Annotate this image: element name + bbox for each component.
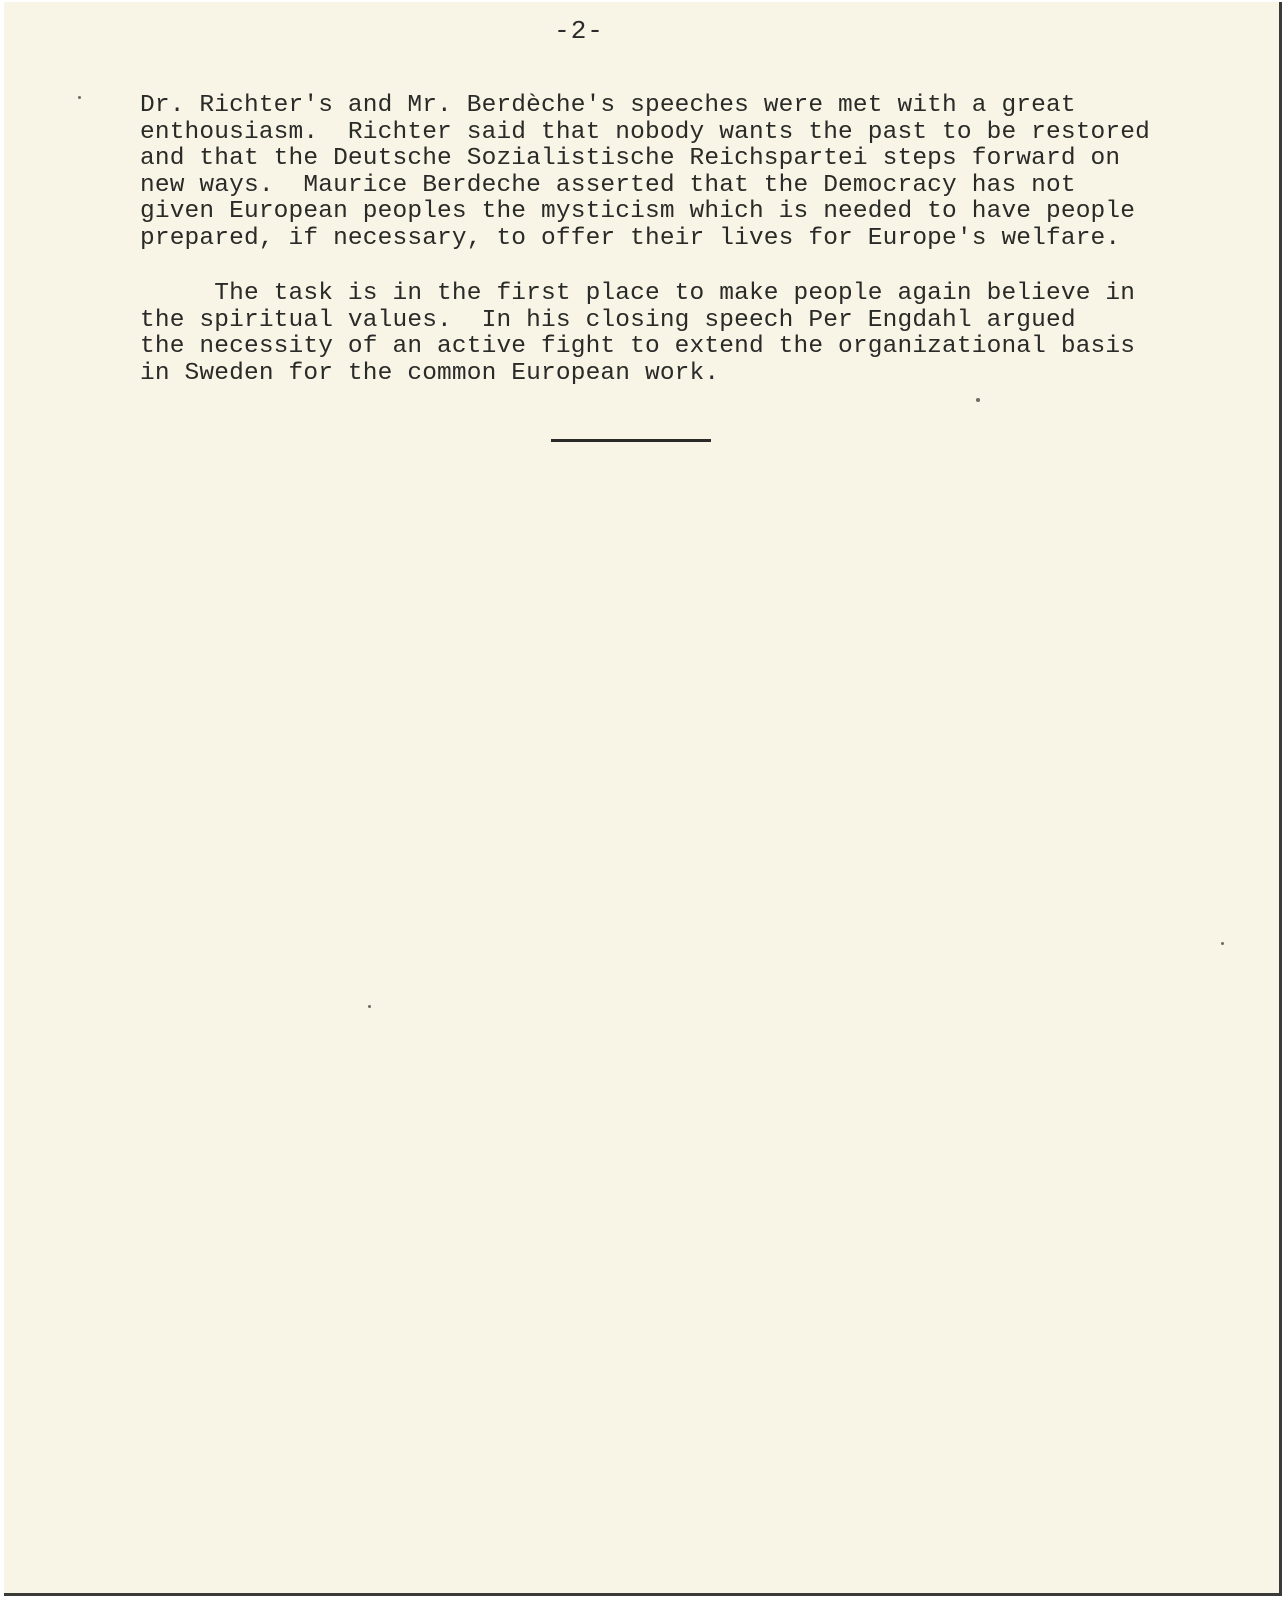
paper-speck	[976, 398, 980, 402]
paragraph-speeches	[140, 93, 1150, 252]
text-line: The task is in the first place to make people again believe in	[140, 280, 1136, 307]
paper-speck	[1221, 942, 1224, 945]
page-number: -2-	[554, 16, 604, 46]
paper-speck	[78, 96, 81, 99]
text-line: and that the Deutsche Sozialistische Reichspartei steps forward on	[140, 145, 1121, 172]
text-line: prepared, if necessary, to offer their lives for Europe's welfare.	[140, 224, 1121, 252]
paper-speck	[368, 1005, 371, 1008]
typed-page	[4, 2, 1282, 1596]
text-line: enthousiasm. Richter said that nobody wants the past to be restored	[140, 118, 1150, 146]
text-line: the necessity of an active fight to extend the organizational basis	[140, 333, 1136, 360]
text-line: in Sweden for the common European work.	[140, 359, 720, 387]
text-line: Dr. Richter's and Mr. Berdèche's speeches were met with a great	[140, 92, 1076, 119]
text-line: new ways. Maurice Berdeche asserted that the Democracy has not	[140, 171, 1076, 199]
text-line: given European peoples the mysticism which is needed to have people	[140, 198, 1136, 225]
end-rule	[551, 439, 711, 442]
text-line: the spiritual values. In his closing speech Per Engdahl argued	[140, 306, 1076, 334]
paragraph-task	[140, 281, 1135, 387]
